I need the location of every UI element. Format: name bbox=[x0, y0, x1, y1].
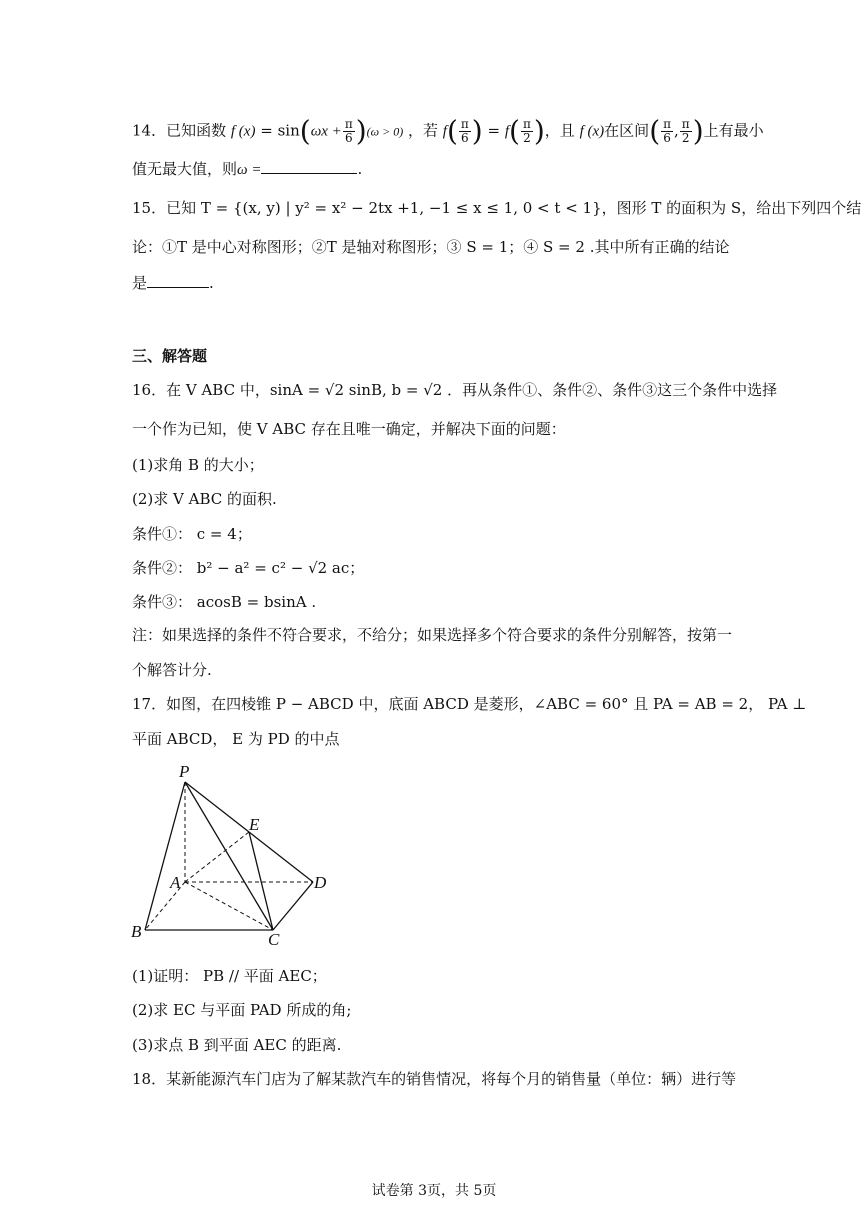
edge-EC bbox=[249, 832, 273, 930]
edge-PB bbox=[145, 782, 185, 930]
label-B: B bbox=[131, 922, 142, 941]
label-P: P bbox=[179, 762, 190, 781]
q16-sub2: (2)求 V ABC 的面积. bbox=[132, 490, 277, 508]
q16-line2: 一个作为已知，使 V ABC 存在且唯一确定，并解决下面的问题： bbox=[132, 420, 566, 438]
label-E: E bbox=[249, 815, 260, 834]
pyramid-figure bbox=[128, 760, 338, 950]
q16-sub1: (1)求角 B 的大小； bbox=[132, 456, 264, 474]
answer-blank-q15[interactable] bbox=[147, 273, 209, 288]
q15-line3: 是 . bbox=[132, 274, 214, 292]
section-title: 三、解答题 bbox=[132, 347, 208, 365]
q16-cond1: 条件①： c = 4； bbox=[132, 525, 252, 543]
q14-line2: 值无最大值，则ω = . bbox=[132, 160, 363, 178]
label-A: A bbox=[170, 873, 181, 892]
q16-line1: 16．在 V ABC 中，sinA = √2 sinB, b = √2 ．再从条件①、条件②、条件③这三个条件中选择 bbox=[132, 381, 778, 399]
q16-cond3: 条件③： acosB = bsinA . bbox=[132, 593, 317, 611]
q15-line1: 15．已知 T = {(x, y) | y² = x² − 2tx +1, −1 ≤ x ≤ 1, 0 < t < 1}，图形 T 的面积为 S，给出下列四个结 bbox=[132, 199, 862, 217]
q16-note2: 个解答计分. bbox=[132, 661, 212, 679]
q17-sub2: (2)求 EC 与平面 PAD 所成的角; bbox=[132, 1001, 352, 1019]
page-footer: 试卷第 3页，共 5页 bbox=[371, 1183, 497, 1199]
q17-line1: 17．如图，在四棱锥 P − ABCD 中，底面 ABCD 是菱形，∠ABC = 60° 且 PA = AB = 2， PA ⊥ bbox=[132, 695, 807, 713]
q14-line1: 14．已知函数 f (x) = sin(ωx + $\frac{\pi}{6}$ )(ω > 0) ，若 f( $\frac{\pi}{6}$ ) = f( $\frac{\pi}{2}$ )，且 f (x)在区间( $\frac{\pi}{6}$ , $\frac{\pi}{2}$ )上有最小 bbox=[132, 114, 764, 148]
label-C: C bbox=[268, 930, 280, 949]
q17-sub3: (3)求点 B 到平面 AEC 的距离. bbox=[132, 1036, 342, 1054]
q16-cond2: 条件②： b² − a² = c² − √2 ac； bbox=[132, 559, 365, 577]
frac-pi-6: $\frac{\pi}{6}$ bbox=[344, 117, 353, 145]
q16-note1: 注：如果选择的条件不符合要求，不给分；如果选择多个符合要求的条件分别解答，按第一 bbox=[132, 626, 733, 644]
edge-AC bbox=[185, 882, 273, 930]
edge-CD bbox=[273, 882, 313, 930]
edge-PC bbox=[185, 782, 273, 930]
q15-line2: 论：①T 是中心对称图形；②T 是轴对称图形；③ S = 1；④ S = 2 .其中所有正确的结论 bbox=[132, 238, 730, 256]
label-D: D bbox=[314, 873, 327, 892]
q18-line1: 18．某新能源汽车门店为了解某款汽车的销售情况，将每个月的销售量（单位：辆）进行等 bbox=[132, 1070, 737, 1088]
answer-blank-q14[interactable] bbox=[261, 159, 357, 174]
q17-line2: 平面 ABCD， E 为 PD 的中点 bbox=[132, 730, 340, 748]
q17-sub1: (1)证明： PB // 平面 AEC； bbox=[132, 967, 327, 985]
